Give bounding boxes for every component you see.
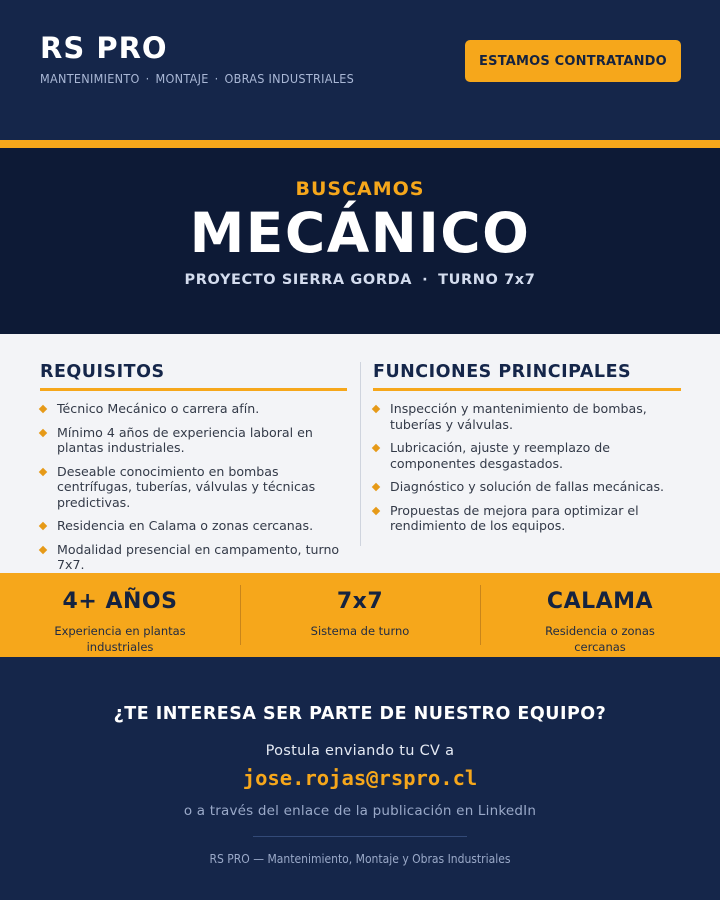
apply-text: Postula enviando tu CV a	[265, 743, 455, 759]
list-item: Técnico Mecánico o carrera afín.	[40, 401, 347, 417]
stat-shift	[240, 573, 480, 657]
tagline-item: OBRAS INDUSTRIALES	[224, 71, 355, 86]
stat-value: CALAMA	[546, 589, 654, 614]
contact-email-link[interactable]: jose.rojas@rspro.cl	[242, 766, 478, 790]
brand-name: RS PRO	[40, 31, 168, 65]
list-item: Deseable conocimiento en bombas centrífugas, tuberías, válvulas y técnicas predictivas.	[40, 464, 347, 511]
list-item: Diagnóstico y solución de fallas mecánicas.	[373, 479, 681, 495]
tagline-separator: ·	[214, 71, 219, 86]
details-section	[0, 334, 720, 574]
footer-divider	[253, 836, 467, 837]
hero-banner	[0, 148, 720, 334]
tagline-item: MONTAJE	[155, 71, 209, 86]
list-item: Modalidad presencial en campamento, turno 7x7.	[40, 542, 347, 573]
linkedin-note: o a través del enlace de la publicación en LinkedIn	[183, 803, 537, 819]
hero-kicker: BUSCAMOS	[295, 178, 425, 200]
footer-copyright: RS PRO — Mantenimiento, Montaje y Obras Industriales	[209, 852, 511, 866]
hero-subtitle	[0, 272, 720, 288]
stat-experience	[0, 573, 240, 657]
stat-value: 7x7	[336, 589, 384, 614]
tagline-separator: ·	[145, 71, 150, 86]
hiring-button[interactable]: ESTAMOS CONTRATANDO	[465, 40, 681, 82]
list-item: Propuestas de mejora para optimizar el rendimiento de los equipos.	[373, 503, 681, 534]
column-divider	[360, 362, 361, 546]
requirements-column	[40, 362, 347, 581]
brand-tagline	[40, 71, 354, 86]
list-item: Residencia en Calama o zonas cercanas.	[40, 518, 347, 534]
list-item: Inspección y mantenimiento de bombas, tuberías y válvulas.	[373, 401, 681, 432]
list-item: Lubricación, ajuste y reemplazo de componentes desgastados.	[373, 440, 681, 471]
stat-value: 4+ AÑOS	[62, 589, 178, 614]
footer	[0, 657, 720, 900]
functions-heading: FUNCIONES PRINCIPALES	[373, 362, 681, 391]
stat-label: Sistema de turno	[310, 624, 410, 638]
tagline-item: MANTENIMIENTO	[40, 71, 140, 86]
requirements-list	[40, 401, 347, 573]
stat-label: Experiencia en plantas industriales	[54, 624, 186, 654]
accent-stripe	[0, 140, 720, 148]
functions-column	[373, 362, 681, 542]
cta-heading: ¿TE INTERESA SER PARTE DE NUESTRO EQUIPO?	[113, 704, 607, 724]
list-item: Mínimo 4 años de experiencia laboral en plantas industriales.	[40, 425, 347, 456]
subtitle-separator: ·	[422, 272, 429, 288]
project-name: PROYECTO SIERRA GORDA	[184, 272, 413, 288]
stats-bar	[0, 573, 720, 657]
shift-label: TURNO 7x7	[438, 272, 536, 288]
functions-list	[373, 401, 681, 534]
header	[0, 0, 720, 140]
stat-location	[480, 573, 720, 657]
requirements-heading: REQUISITOS	[40, 362, 347, 391]
job-title: MECÁNICO	[189, 201, 531, 265]
stat-label: Residencia o zonas cercanas	[545, 624, 655, 654]
